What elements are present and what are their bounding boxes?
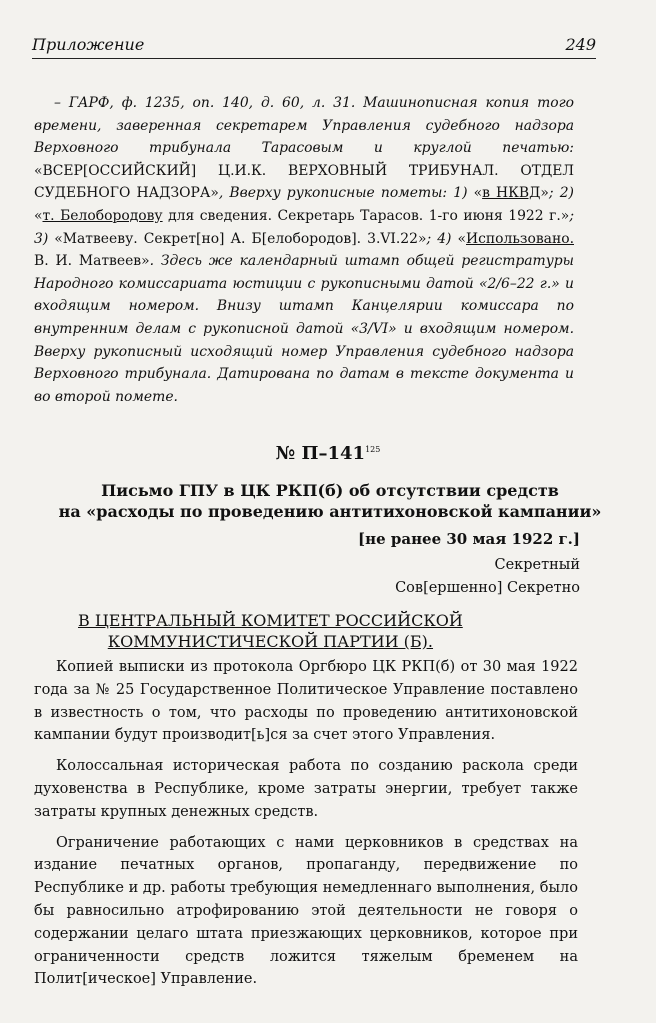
paragraph-3: Ограничение работающих с нами церковников в средствах на издание печатных органов, пропаганду, передвижение по Республике и др. работы требующия немедленнаго выполнения, было бы равносильно атрофированию этой деятельности не говоря о содержании целаго штата приезжающих церковников, которое при ограниченности средств ложится тяжелым бременем на Полит[ическое] Управление. [34, 834, 578, 988]
note-mark-2-underlined: т. Белобородову [42, 207, 163, 224]
page-header [32, 28, 596, 59]
paragraph-1: Копией выписки из протокола Оргбюро ЦК РКП(б) от 30 мая 1922 года за № 25 Государственное Политическое Управление поставлено в известность о том, что расходы по проведению антитихоновской кампании будут производит[ь]ся за счет этого Управления. [34, 659, 578, 744]
note-mark-4-underlined: Использовано. [466, 230, 574, 247]
note-mark-4: В. И. Матвеев» [34, 253, 150, 270]
secrecy-label-2: Сов[ершенно] Секретно [395, 580, 580, 596]
addressee-line-1: В ЦЕНТРАЛЬНЫЙ КОМИТЕТ РОССИЙСКОЙ [78, 611, 463, 630]
note-segment: – ГАРФ, ф. 1235, оп. 140, д. 60, л. 31. Машинописная копия того времени, заверенная секретарем Управления судебного надзора Верховного трибунала Тарасовым и круглой печатью: [34, 95, 574, 157]
archival-source-note [34, 92, 574, 408]
note-stamp-text: «ВСЕР[ОССИЙСКИЙ] Ц.И.К. ВЕРХОВНЫЙ ТРИБУНАЛ. ОТДЕЛ СУДЕБНОГО НАДЗОРА» [34, 162, 574, 202]
document-number-text: № П–141 [275, 443, 366, 464]
page-number: 249 [565, 35, 596, 54]
note-mark-3: «Матвееву. Секрет[но] А. Б[елобородов]. 3.VI.22» [54, 230, 427, 247]
note-mark-2-open: « [34, 207, 43, 224]
document-title [40, 480, 620, 522]
title-line-2: на «расходы по проведению антитихоновской кампании» [58, 502, 602, 521]
note-mark-1-close: » [540, 185, 549, 202]
note-mark-4-open: « [457, 230, 466, 247]
note-mark-2: для сведения. Секретарь Тарасов. 1-го июня 1922 г.» [162, 207, 570, 224]
note-segment: . Здесь же календарный штамп общей регистратуры Народного комиссариата юстиции с рукописными датой «2/6–22 г.» и входящим номером. Внизу штамп Канцелярии комиссара по внутренним делам с рукописной датой «3/VI» и входящим номером. Вверху рукописный исходящий номер Управления судебного надзора Верховного трибунала. Датирована по датам в тексте документа и во второй помете. [34, 253, 574, 405]
document-date: [не ранее 30 мая 1922 г.] [358, 530, 580, 548]
secrecy-label-1: Секретный [494, 557, 580, 573]
document-number [0, 443, 656, 464]
title-line-1: Письмо ГПУ в ЦК РКП(б) об отсутствии средств [101, 481, 559, 500]
note-mark-1-open: « [473, 185, 483, 202]
note-mark-1: в НКВД [482, 185, 541, 202]
note-segment: ; 4) [426, 230, 458, 247]
letter-body [34, 656, 578, 999]
addressee-line-2: КОММУНИСТИЧЕСКОЙ ПАРТИИ (Б). [107, 632, 434, 651]
running-title: Приложение [32, 35, 145, 54]
note-segment: , Вверху рукописные пометы: 1) [218, 185, 474, 202]
note-segment: ; 3) [34, 207, 574, 247]
footnote-marker: 125 [365, 445, 381, 454]
note-segment: ; 2) [548, 185, 574, 202]
addressee [78, 610, 463, 652]
paragraph-2: Колоссальная историческая работа по созданию раскола среди духовенства в Республике, кроме затраты энергии, требует также затраты крупных денежных средств. [34, 758, 578, 820]
